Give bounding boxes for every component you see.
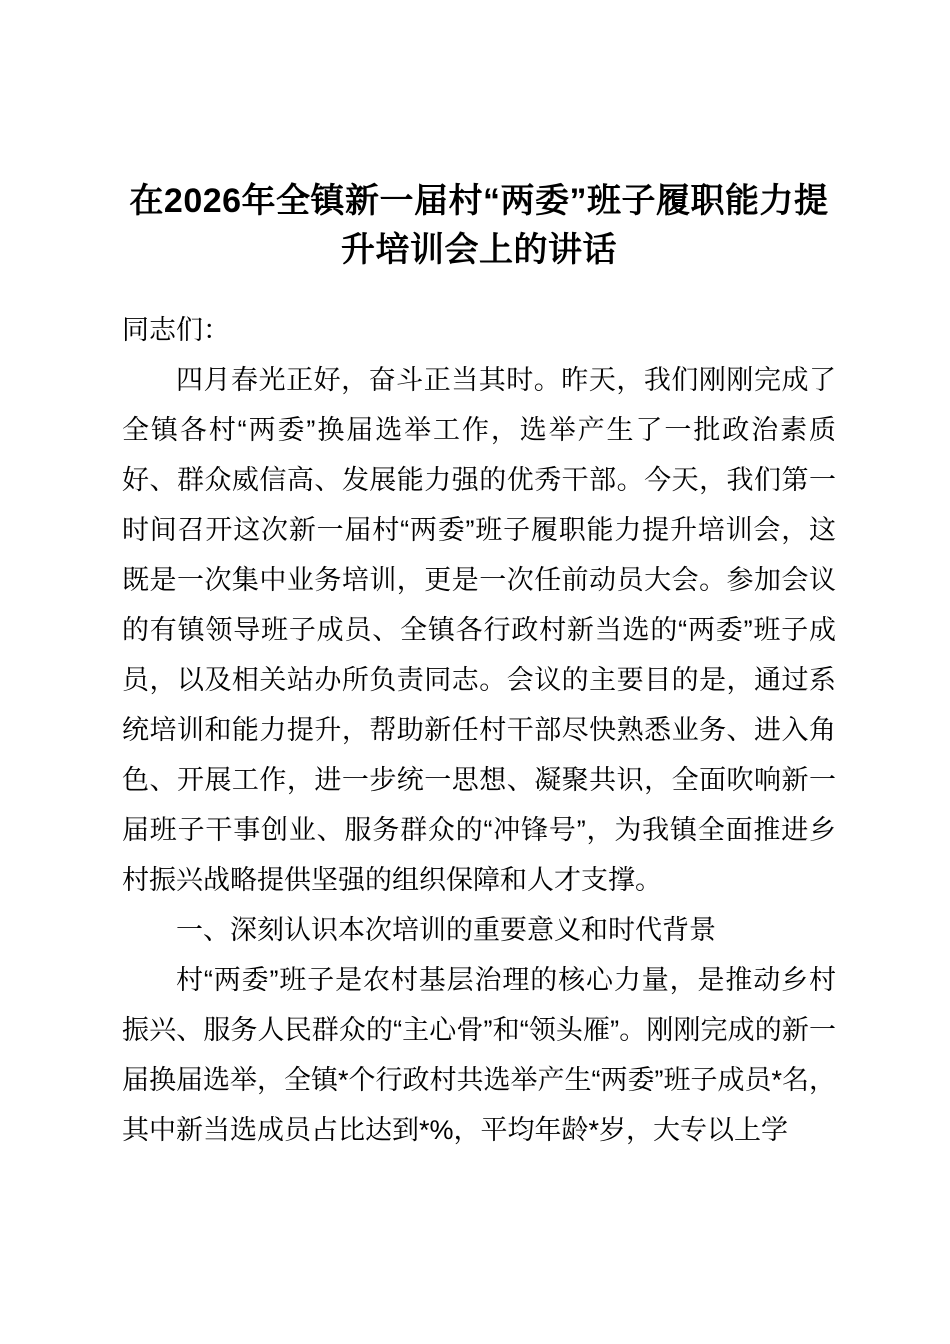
section-1-paragraph: 村“两委”班子是农村基层治理的核心力量，是推动乡村振兴、服务人民群众的“主心骨”和“领头雁”。刚刚完成的新一届换届选举，全镇*个行政村共选举产生“两委”班子成员*名，其中新当选成员占比达到*%，平均年龄*岁，大专以上学 [122,965,836,1145]
salutation: 同志们： [122,315,230,345]
document-title: 在2026年全镇新一届村“两委”班子履职能力提升培训会上的讲话 [129,182,829,269]
section-1-heading: 一、深刻认识本次培训的重要意义和时代背景 [176,915,716,945]
opening-paragraph: 四月春光正好，奋斗正当其时。昨天，我们刚刚完成了全镇各村“两委”换届选举工作，选举产生了一批政治素质好、群众威信高、发展能力强的优秀干部。今天，我们第一时间召开这次新一届村“两委”班子履职能力提升培训会，这既是一次集中业务培训，更是一次任前动员大会。参加会议的有镇领导班子成员、全镇各行政村新当选的“两委”班子成员，以及相关站办所负责同志。会议的主要目的是，通过系统培训和能力提升，帮助新任村干部尽快熟悉业务、进入角色、开展工作，进一步统一思想、凝聚共识，全面吹响新一届班子干事创业、服务群众的“冲锋号”，为我镇全面推进乡村振兴战略提供坚强的组织保障和人才支撑。 [122,365,836,895]
